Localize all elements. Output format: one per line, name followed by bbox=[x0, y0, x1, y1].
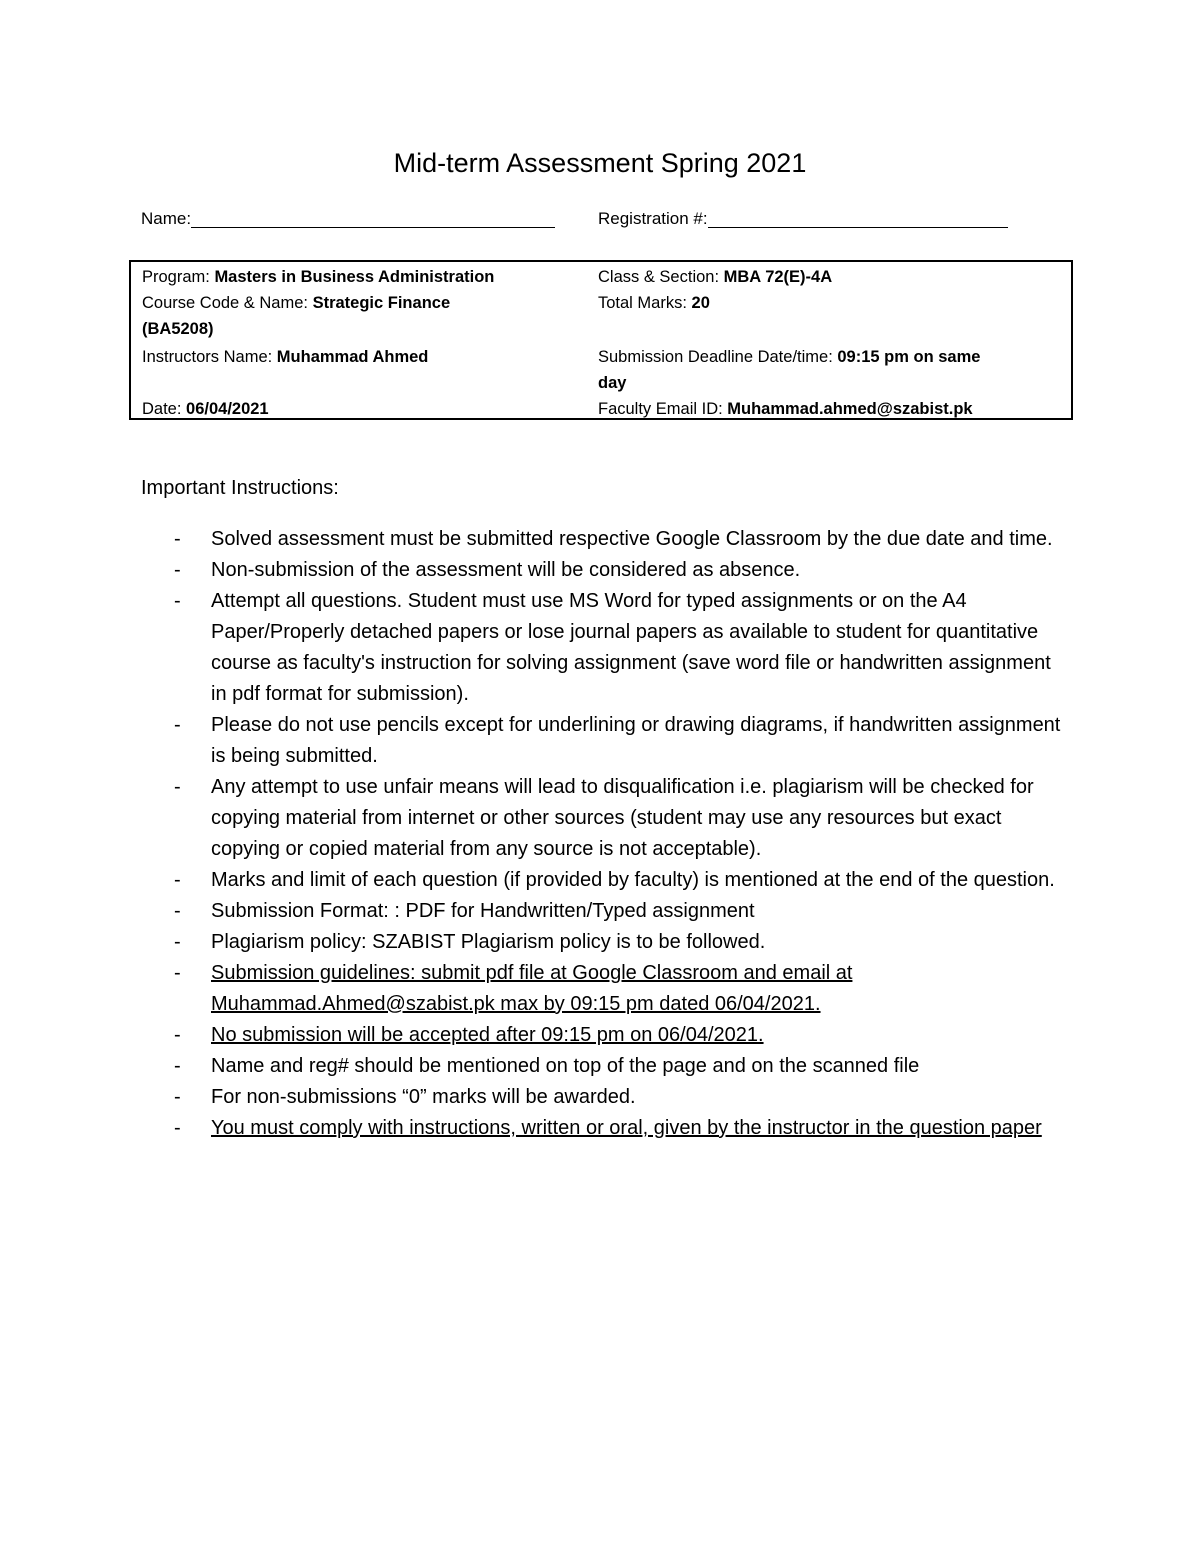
registration-blank-line bbox=[708, 207, 1008, 228]
class-section-cell bbox=[598, 264, 1058, 290]
instruction-text: No submission will be accepted after 09:15 pm on 06/04/2021. bbox=[211, 1024, 764, 1046]
course-cell bbox=[142, 290, 582, 342]
instruction-item bbox=[170, 1051, 1070, 1082]
instruction-item bbox=[170, 896, 1070, 927]
deadline-cell bbox=[598, 344, 1058, 396]
bullet-dash: - bbox=[174, 590, 181, 612]
instruction-item bbox=[170, 865, 1070, 896]
instruction-item bbox=[170, 772, 1070, 865]
name-label: Name: bbox=[141, 209, 192, 228]
deadline-value-cont: day bbox=[598, 374, 627, 392]
faculty-email-value: Muhammad.ahmed@szabist.pk bbox=[727, 400, 973, 418]
course-label: Course Code & Name: bbox=[142, 294, 313, 312]
registration-label: Registration #: bbox=[598, 209, 708, 228]
faculty-email-label: Faculty Email ID: bbox=[598, 400, 728, 418]
instruction-text: Submission guidelines: submit pdf file at Google Classroom and email at Muhammad.Ahmed@szabist.pk max by 09:15 pm dated 06/04/2021. bbox=[211, 962, 853, 1015]
bullet-dash: - bbox=[174, 869, 181, 891]
deadline-label: Submission Deadline Date/time: bbox=[598, 348, 838, 366]
instruction-text: For non-submissions “0” marks will be awarded. bbox=[211, 1086, 636, 1108]
instruction-item bbox=[170, 958, 1070, 1020]
bullet-dash: - bbox=[174, 1086, 181, 1108]
bullet-dash: - bbox=[174, 900, 181, 922]
name-field bbox=[141, 206, 555, 232]
course-value: Strategic Finance bbox=[312, 294, 451, 312]
registration-field bbox=[598, 206, 1008, 232]
total-marks-value: 20 bbox=[691, 294, 710, 312]
instruction-text: Marks and limit of each question (if provided by faculty) is mentioned at the end of the question. bbox=[211, 869, 1055, 891]
instruction-item bbox=[170, 1113, 1070, 1144]
instruction-text: Submission Format: : PDF for Handwritten/Typed assignment bbox=[211, 900, 755, 922]
course-code-value: (BA5208) bbox=[142, 320, 214, 338]
class-section-value: MBA 72(E)-4A bbox=[723, 268, 833, 286]
class-section-label: Class & Section: bbox=[598, 268, 724, 286]
program-label: Program: bbox=[142, 268, 215, 286]
instruction-item bbox=[170, 555, 1070, 586]
bullet-dash: - bbox=[174, 931, 181, 953]
bullet-dash: - bbox=[174, 528, 181, 550]
instruction-text: Please do not use pencils except for underlining or drawing diagrams, if handwritten assignment is being submitted. bbox=[211, 714, 1061, 767]
instruction-item bbox=[170, 1020, 1070, 1051]
instruction-item bbox=[170, 586, 1070, 710]
date-label: Date: bbox=[142, 400, 187, 418]
instruction-text: Attempt all questions. Student must use MS Word for typed assignments or on the A4 Paper/Properly detached papers or lose journal papers as available to student for quantitative course as faculty's instruction for solving assignment (save word file or handwritten assignment in pdf format for submission). bbox=[211, 590, 1051, 705]
page-title: Mid-term Assessment Spring 2021 bbox=[393, 148, 807, 178]
bullet-dash: - bbox=[174, 776, 181, 798]
deadline-value: 09:15 pm on same bbox=[837, 348, 981, 366]
instruction-text: Any attempt to use unfair means will lead to disqualification i.e. plagiarism will be checked for copying material from internet or other sources (student may use any resources but exact copying or copied material from any source is not acceptable). bbox=[211, 776, 1034, 860]
faculty-email-cell bbox=[598, 396, 1058, 422]
instruction-item bbox=[170, 710, 1070, 772]
program-value: Masters in Business Administration bbox=[214, 268, 495, 286]
instruction-text: Solved assessment must be submitted respective Google Classroom by the due date and time. bbox=[211, 528, 1053, 550]
instructor-value: Muhammad Ahmed bbox=[276, 348, 429, 366]
total-marks-label: Total Marks: bbox=[598, 294, 692, 312]
bullet-dash: - bbox=[174, 1055, 181, 1077]
bullet-dash: - bbox=[174, 714, 181, 736]
instruction-text: Name and reg# should be mentioned on top of the page and on the scanned file bbox=[211, 1055, 920, 1077]
bullet-dash: - bbox=[174, 962, 181, 984]
name-blank-line bbox=[191, 207, 555, 228]
date-cell bbox=[142, 396, 582, 422]
instruction-item bbox=[170, 1082, 1070, 1113]
instruction-item bbox=[170, 524, 1070, 555]
program-cell bbox=[142, 264, 582, 290]
instructions-heading: Important Instructions: bbox=[141, 477, 339, 499]
instructions-list bbox=[170, 524, 1070, 1144]
course-info-box bbox=[129, 260, 1073, 420]
total-marks-cell bbox=[598, 290, 1058, 316]
instruction-text: You must comply with instructions, written or oral, given by the instructor in the question paper bbox=[211, 1117, 1042, 1139]
instruction-text: Plagiarism policy: SZABIST Plagiarism policy is to be followed. bbox=[211, 931, 766, 953]
date-value: 06/04/2021 bbox=[186, 400, 269, 418]
bullet-dash: - bbox=[174, 1117, 181, 1139]
instructor-cell bbox=[142, 344, 582, 370]
instruction-text: Non-submission of the assessment will be considered as absence. bbox=[211, 559, 801, 581]
bullet-dash: - bbox=[174, 1024, 181, 1046]
bullet-dash: - bbox=[174, 559, 181, 581]
instructor-label: Instructors Name: bbox=[142, 348, 277, 366]
instruction-item bbox=[170, 927, 1070, 958]
